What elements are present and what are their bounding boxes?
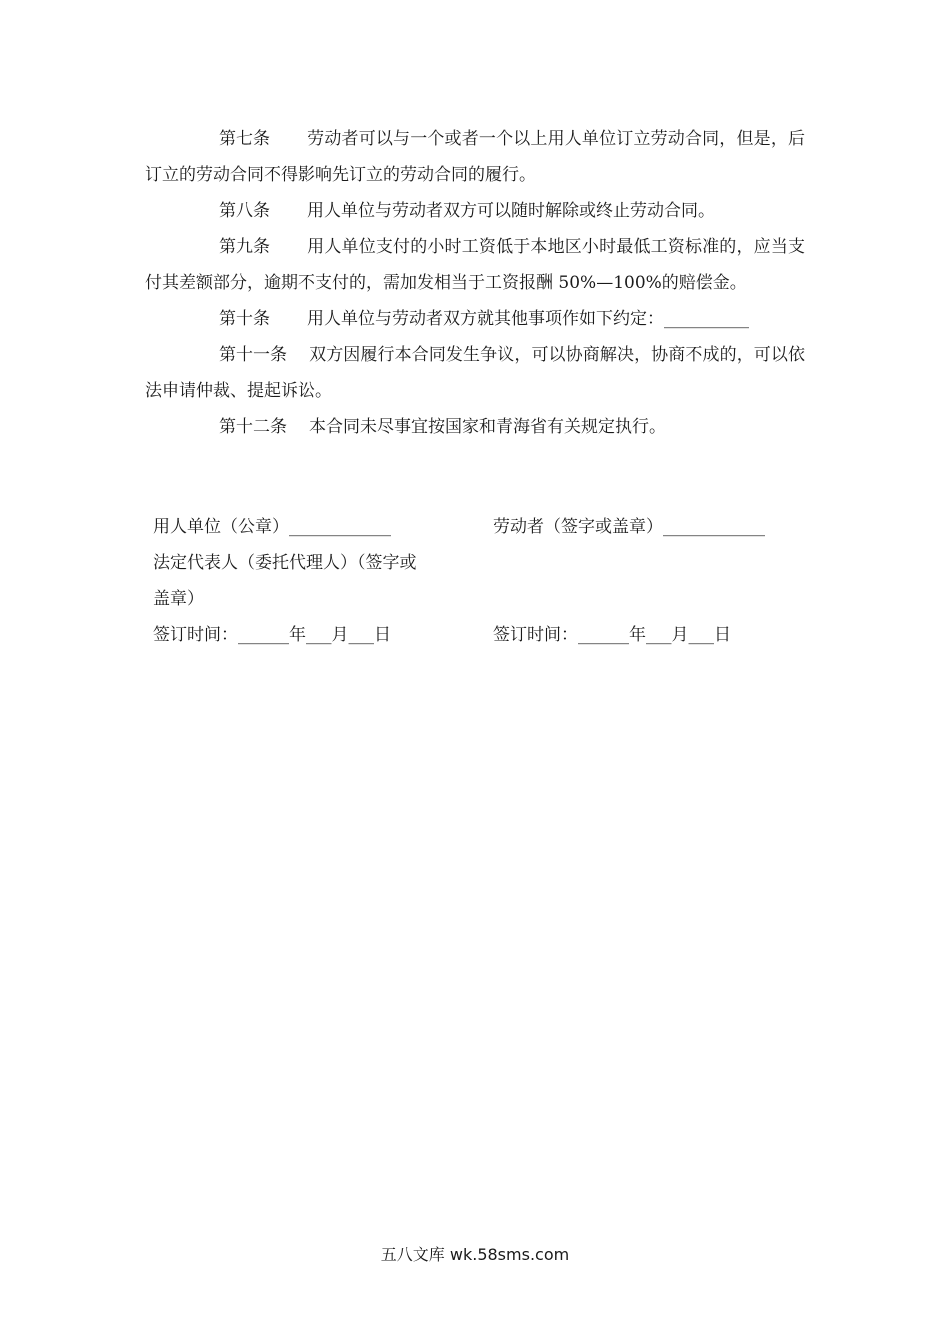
- employer-signature: [153, 509, 473, 545]
- article-text: 用人单位支付的小时工资低于本地区小时最低工资标准的，应当支付其差额部分，逾期不支付的，需加发相当于工资报酬 50%—100%的赔偿金。: [145, 237, 805, 293]
- article-number: 第十条: [219, 309, 270, 329]
- signature-row-dates: [153, 617, 813, 653]
- signature-row-rep2: [153, 581, 813, 617]
- article-number: 第十一条: [219, 345, 287, 365]
- signature-row-rep: [153, 545, 813, 581]
- article-text: 本合同未尽事宜按国家和青海省有关规定执行。: [309, 417, 666, 437]
- worker-signature: [493, 509, 813, 545]
- article-text: 双方因履行本合同发生争议，可以协商解决，协商不成的，可以依法申请仲裁、提起诉讼。: [145, 345, 805, 401]
- article-7: [145, 121, 805, 193]
- articles-section: [145, 121, 805, 445]
- footer-watermark: 五八文库 wk.58sms.com: [380, 1245, 570, 1264]
- article-number: 第十二条: [219, 417, 287, 437]
- article-text: 劳动者可以与一个或者一个以上用人单位订立劳动合同，但是，后订立的劳动合同不得影响先订立的劳动合同的履行。: [145, 129, 805, 185]
- representative-label-line2: 盖章）: [153, 589, 204, 609]
- article-8: [145, 193, 805, 229]
- worker-label: 劳动者（签字或盖章）: [493, 517, 663, 537]
- article-number: 第九条: [219, 237, 270, 257]
- worker-sign-date: 签订时间：______年___月___日: [493, 625, 731, 645]
- article-12: [145, 409, 805, 445]
- employer-label: 用人单位（公章）: [153, 517, 289, 537]
- signature-section: [153, 509, 813, 653]
- article-number: 第七条: [219, 129, 270, 149]
- article-9: [145, 229, 805, 301]
- employer-sign-date: 签订时间：______年___月___日: [153, 625, 391, 645]
- employer-blank: ____________: [289, 517, 391, 537]
- worker-blank: ____________: [663, 517, 765, 537]
- article-10: [145, 301, 805, 337]
- article-text: 用人单位与劳动者双方就其他事项作如下约定：__________: [307, 309, 749, 329]
- article-number: 第八条: [219, 201, 270, 221]
- signature-row-parties: [153, 509, 813, 545]
- article-text: 用人单位与劳动者双方可以随时解除或终止劳动合同。: [307, 201, 715, 221]
- article-11: [145, 337, 805, 409]
- representative-label-line1: 法定代表人（委托代理人）（签字或: [153, 553, 417, 573]
